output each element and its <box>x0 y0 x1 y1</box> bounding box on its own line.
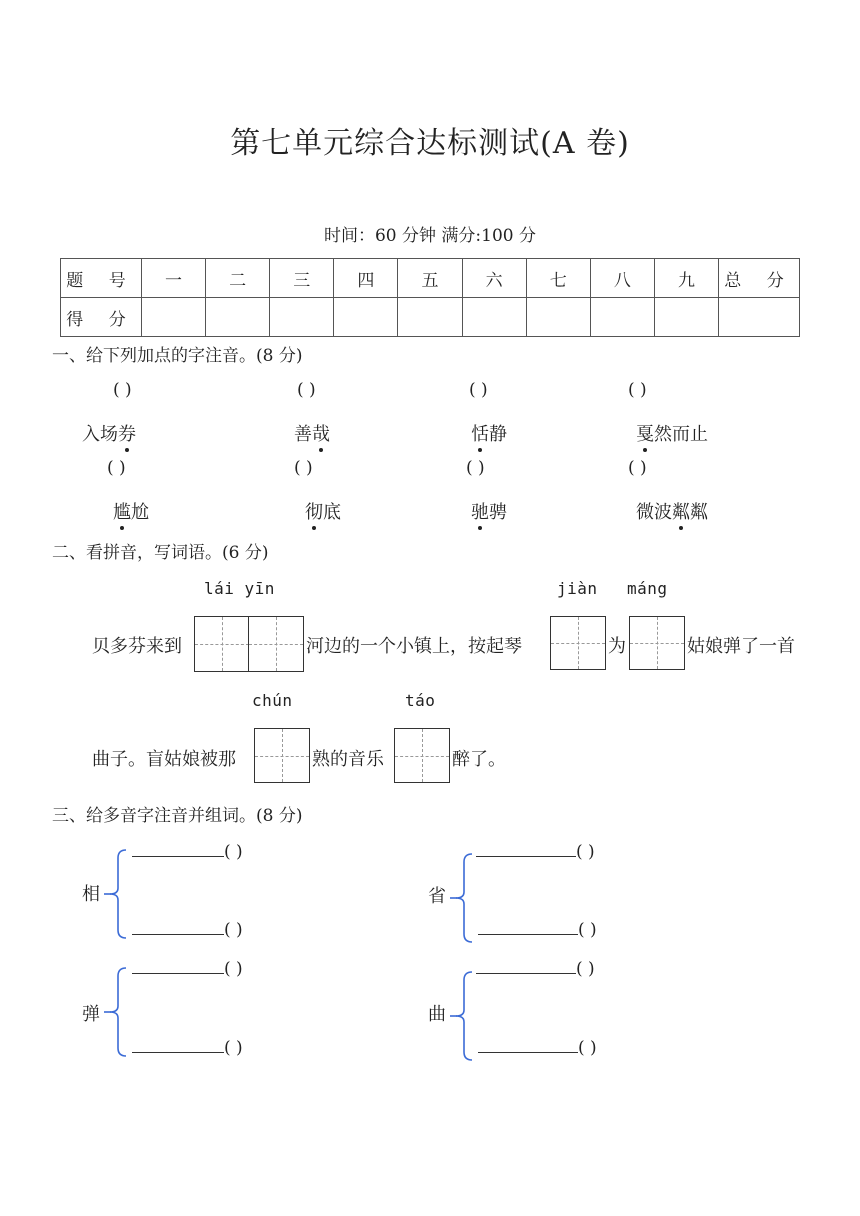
writing-box[interactable] <box>394 728 450 783</box>
sentence-text: 曲子。盲姑娘被那 <box>92 749 236 770</box>
answer-paren[interactable]: ( ) <box>113 380 132 400</box>
answer-paren[interactable]: ( ) <box>294 458 313 478</box>
score-table-header-row <box>61 259 800 298</box>
score-header-cell: 七 <box>526 259 590 298</box>
pinyin-label: chún <box>252 691 293 710</box>
writing-box[interactable] <box>254 728 310 783</box>
sentence-text: 河边的一个小镇上，按起琴 <box>306 636 522 657</box>
word-item: 入场券 <box>82 420 136 446</box>
score-header-cell: 四 <box>334 259 398 298</box>
sentence-text: 姑娘弹了一首 <box>687 636 795 657</box>
dotted-char: 哉 <box>312 420 330 446</box>
section2-heading: 二、看拼音，写词语。(6 分) <box>52 543 269 563</box>
writing-box[interactable] <box>194 616 250 672</box>
word-item: 尴尬 <box>113 498 149 524</box>
score-cell[interactable] <box>206 298 270 337</box>
section3-heading: 三、给多音字注音并组词。(8 分) <box>52 806 303 826</box>
sentence-text: 熟的音乐 <box>312 749 384 770</box>
word-item: 善哉 <box>294 420 330 446</box>
brace-icon <box>102 966 132 1058</box>
word-item: 微波粼粼 <box>636 498 708 524</box>
dotted-char: 恬 <box>471 420 489 446</box>
writing-box[interactable] <box>550 616 606 670</box>
brace-icon <box>102 848 132 940</box>
answer-paren[interactable]: ( ) <box>628 458 647 478</box>
score-header-cell: 二 <box>206 259 270 298</box>
word-item: 驰骋 <box>471 498 507 524</box>
answer-paren[interactable]: ( ) <box>469 380 488 400</box>
answer-line[interactable]: ( ) <box>476 842 595 862</box>
score-table <box>60 258 800 337</box>
pinyin-label: jiàn <box>557 579 598 598</box>
word-item: 戛然而止 <box>636 420 708 446</box>
answer-paren[interactable]: ( ) <box>297 380 316 400</box>
score-header-cell: 总 分 <box>719 259 800 298</box>
sentence-text: 贝多芬来到 <box>92 636 182 657</box>
score-header-cell: 题 号 <box>61 259 142 298</box>
score-row-label: 得 分 <box>61 298 142 337</box>
pinyin-label: táo <box>405 691 436 710</box>
dotted-char: 彻 <box>305 498 323 524</box>
sentence-text: 为 <box>608 636 626 657</box>
polyphone-char: 相 <box>82 884 100 905</box>
pinyin-label: máng <box>627 579 668 598</box>
score-header-cell: 八 <box>590 259 654 298</box>
page-title: 第七单元综合达标测试(A 卷) <box>230 126 630 161</box>
score-cell[interactable] <box>334 298 398 337</box>
answer-line[interactable]: ( ) <box>478 920 597 940</box>
pinyin-label: lái yīn <box>204 579 275 598</box>
polyphone-char: 弹 <box>82 1004 100 1025</box>
writing-box[interactable] <box>629 616 685 670</box>
score-cell[interactable] <box>719 298 800 337</box>
score-cell[interactable] <box>654 298 718 337</box>
answer-paren[interactable]: ( ) <box>107 458 126 478</box>
answer-line[interactable]: ( ) <box>132 959 243 979</box>
brace-icon <box>448 970 478 1062</box>
section1-heading: 一、给下列加点的字注音。(8 分) <box>52 346 303 366</box>
dotted-char: 尴 <box>113 498 131 524</box>
answer-line[interactable]: ( ) <box>478 1038 597 1058</box>
word-item: 恬静 <box>471 420 507 446</box>
sentence-text: 醉了。 <box>452 749 506 770</box>
score-cell[interactable] <box>462 298 526 337</box>
answer-line[interactable]: ( ) <box>476 959 595 979</box>
dotted-char: 粼 <box>672 498 690 524</box>
score-header-cell: 三 <box>270 259 334 298</box>
score-header-cell: 一 <box>142 259 206 298</box>
word-item: 彻底 <box>305 498 341 524</box>
score-cell[interactable] <box>270 298 334 337</box>
score-header-cell: 九 <box>654 259 718 298</box>
answer-line[interactable]: ( ) <box>132 1038 243 1058</box>
polyphone-char: 省 <box>428 886 446 907</box>
score-cell[interactable] <box>398 298 462 337</box>
dotted-char: 戛 <box>636 420 654 446</box>
score-header-cell: 五 <box>398 259 462 298</box>
score-cell[interactable] <box>142 298 206 337</box>
score-cell[interactable] <box>590 298 654 337</box>
score-table-score-row <box>61 298 800 337</box>
dotted-char: 驰 <box>471 498 489 524</box>
answer-line[interactable]: ( ) <box>132 842 243 862</box>
answer-paren[interactable]: ( ) <box>466 458 485 478</box>
writing-box[interactable] <box>248 616 304 672</box>
exam-meta: 时间：60 分钟 满分:100 分 <box>323 226 537 246</box>
brace-icon <box>448 852 478 944</box>
dotted-char: 券 <box>118 420 136 446</box>
answer-line[interactable]: ( ) <box>132 920 243 940</box>
answer-paren[interactable]: ( ) <box>628 380 647 400</box>
score-cell[interactable] <box>526 298 590 337</box>
score-header-cell: 六 <box>462 259 526 298</box>
polyphone-char: 曲 <box>428 1004 446 1025</box>
